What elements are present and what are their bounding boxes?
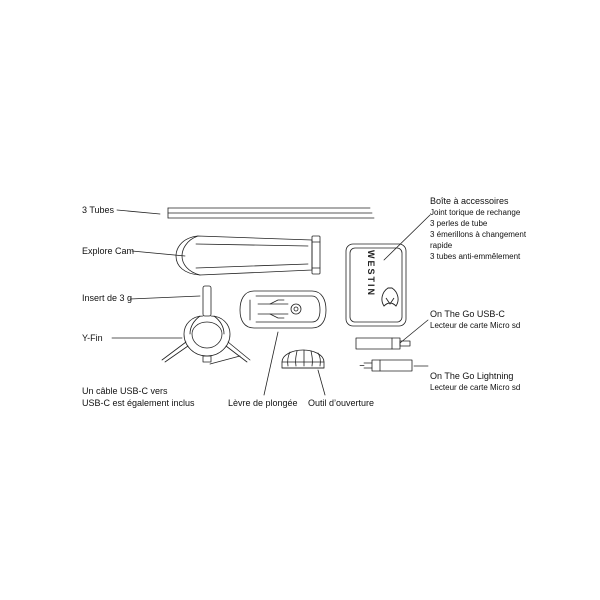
label-boite-item-1: Joint torique de rechange (430, 208, 521, 217)
label-cable-line2: USB-C est également inclus (82, 398, 195, 408)
label-yfin: Y-Fin (82, 333, 103, 343)
label-cable (82, 385, 195, 409)
label-boite-item-2: 3 perles de tube (430, 219, 488, 228)
westin-logo-text: WESTIN (366, 250, 376, 297)
usbc-reader-illustration (356, 338, 410, 349)
label-usbc-sub: Lecteur de carte Micro sd (430, 321, 521, 330)
label-lightning-title: On The Go Lightning (430, 371, 514, 381)
fish-emblem-icon (382, 288, 398, 306)
label-boite-item-4: rapide (430, 241, 453, 250)
label-explore-cam: Explore Cam (82, 246, 135, 256)
label-levre: Lèvre de plongée (228, 398, 298, 408)
label-cable-line1: Un câble USB-C vers (82, 386, 168, 396)
westin-logo (366, 250, 398, 306)
label-boite-item-5: 3 tubes anti-emmêlement (430, 252, 521, 261)
lightning-reader-illustration (360, 360, 412, 371)
label-usbc (430, 308, 520, 331)
label-insert: Insert de 3 g (82, 293, 133, 303)
label-outil: Outil d’ouverture (308, 398, 375, 408)
label-usbc-title: On The Go USB-C (430, 309, 505, 319)
label-boite-title: Boîte à accessoires (430, 196, 509, 206)
label-lightning (430, 370, 520, 393)
tubes-illustration (168, 208, 374, 218)
label-lightning-sub: Lecteur de carte Micro sd (430, 383, 521, 392)
opening-tool-illustration (282, 350, 324, 368)
label-boite (430, 195, 526, 262)
diving-lip-illustration (240, 291, 326, 328)
explore-cam-illustration (176, 236, 320, 275)
label-boite-item-3: 3 émerillons à changement (430, 230, 527, 239)
label-tubes: 3 Tubes (82, 205, 115, 215)
